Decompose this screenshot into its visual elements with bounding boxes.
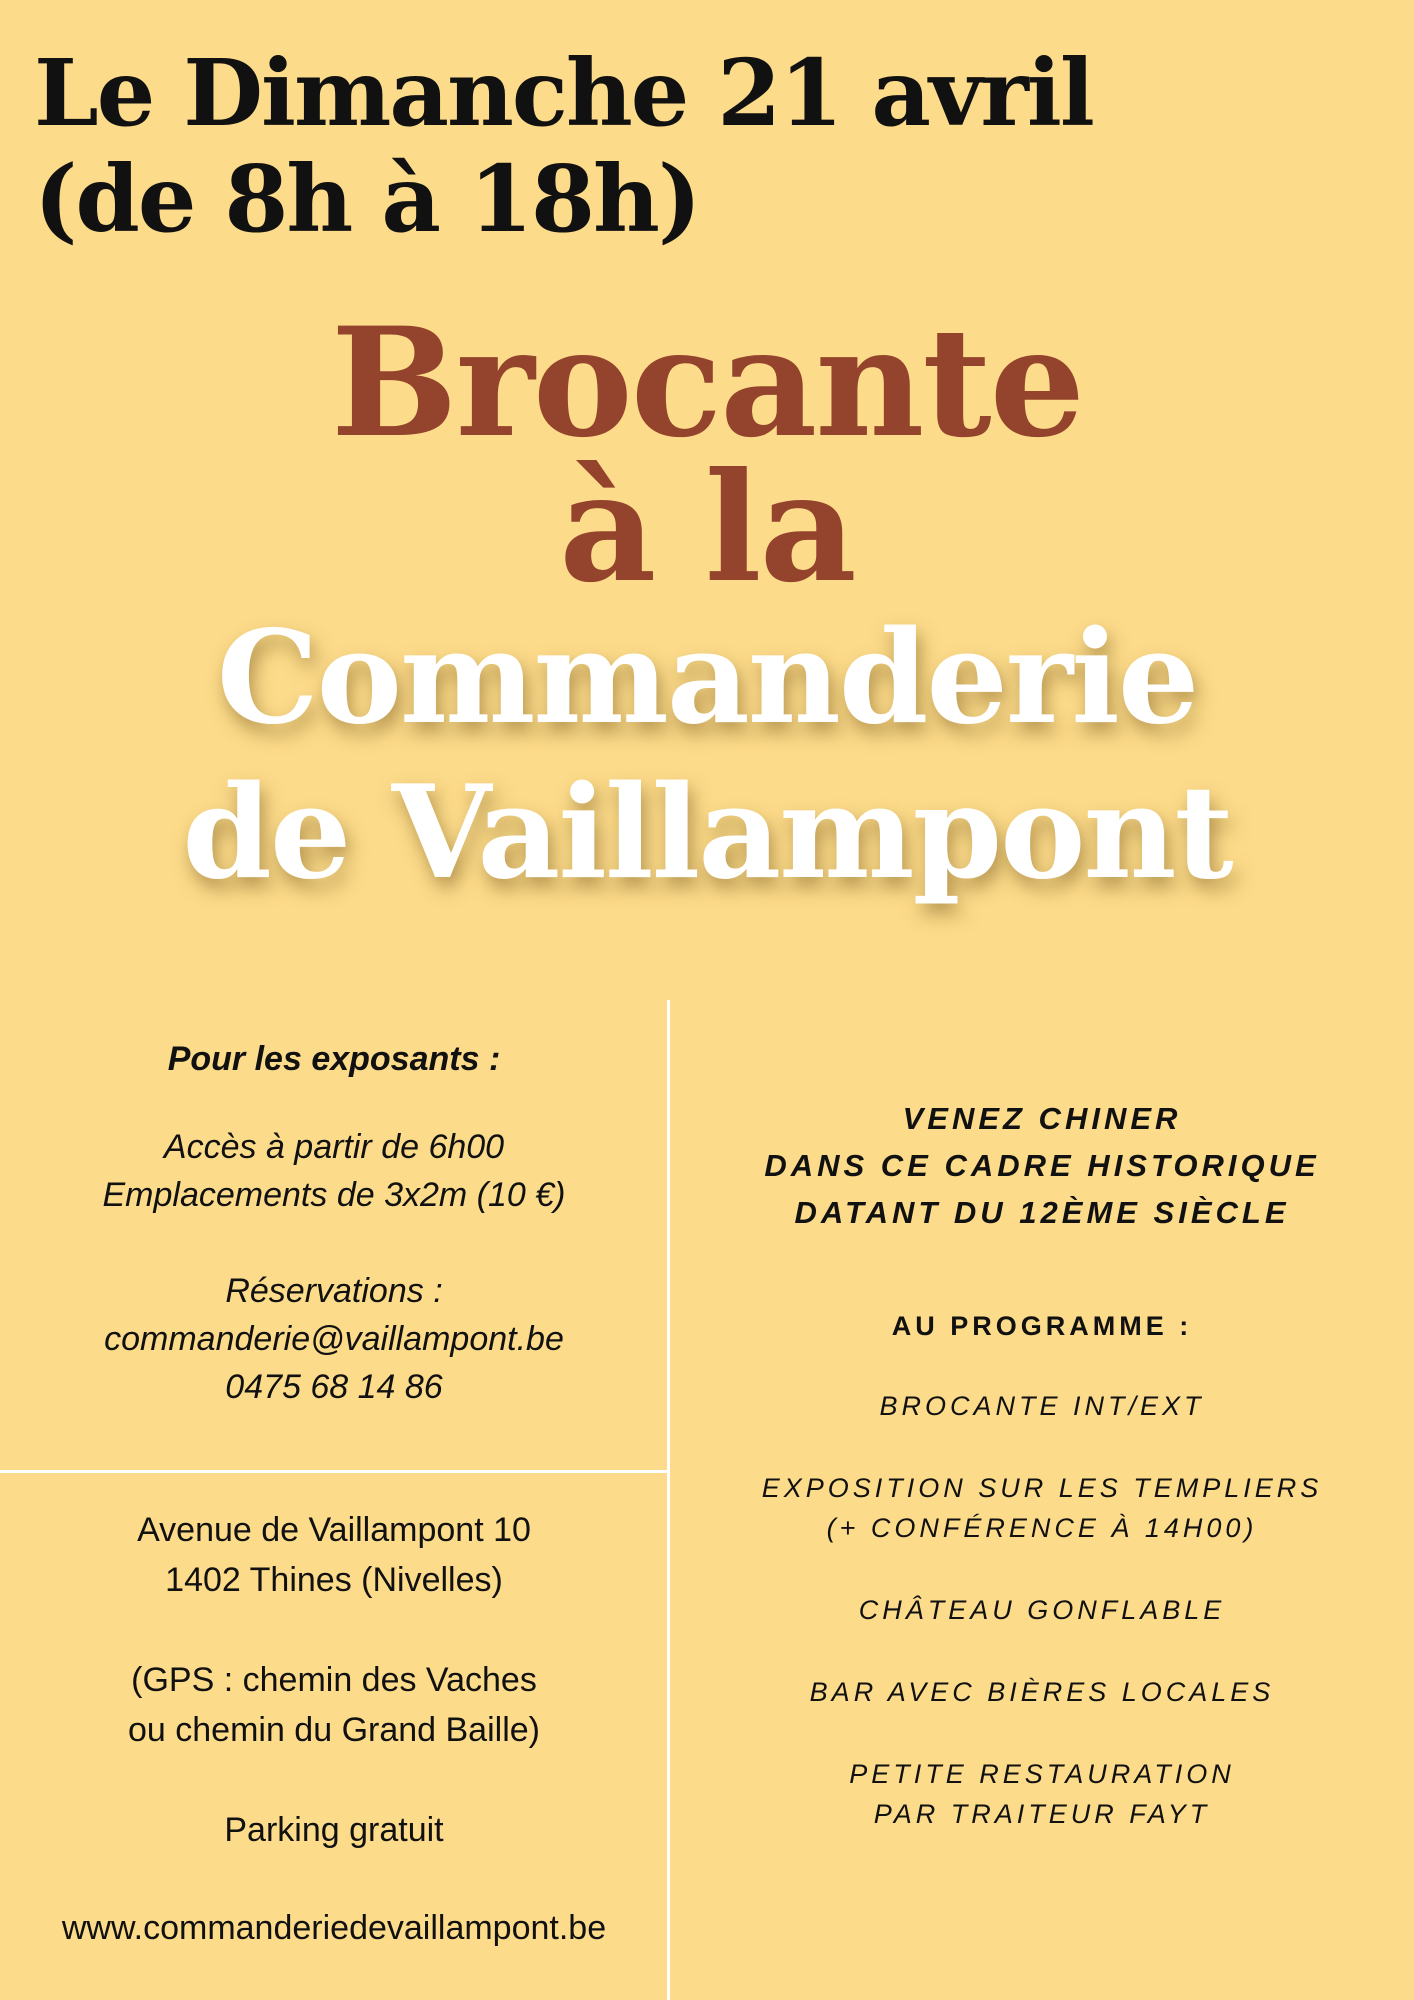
- parking-info: Parking gratuit: [224, 1811, 444, 1849]
- title-brocante: Brocante: [330, 295, 1084, 471]
- horizontal-divider: [0, 1470, 668, 1473]
- exhibitors-info: [0, 1035, 668, 1411]
- event-date-hours: (de 8h à 18h): [34, 145, 700, 253]
- program-item-chateau: CHÂTEAU GONFLABLE: [858, 1595, 1226, 1625]
- reservations-label: Réservations :: [225, 1272, 443, 1310]
- program-list: [670, 1386, 1414, 1834]
- program-column: [670, 1095, 1414, 1876]
- program-item-brocante: BROCANTE INT/EXT: [879, 1391, 1205, 1421]
- tagline-line-2: DANS CE CADRE HISTORIQUE: [764, 1148, 1320, 1183]
- website-link[interactable]: www.commanderiedevaillampont.be: [61, 1909, 607, 1947]
- exhibitors-heading: Pour les exposants :: [167, 1040, 501, 1078]
- program-item-bar: BAR AVEC BIÈRES LOCALES: [809, 1677, 1275, 1707]
- program-item-exposition: EXPOSITION SUR LES TEMPLIERS: [761, 1473, 1323, 1503]
- event-date: [34, 40, 1134, 252]
- program-item: [670, 1672, 1414, 1712]
- address-street: Avenue de Vaillampont 10: [137, 1511, 531, 1549]
- program-item-conference: (+ CONFÉRENCE À 14H00): [826, 1513, 1258, 1543]
- gps-line-1: (GPS : chemin des Vaches: [131, 1661, 537, 1699]
- tagline: [670, 1095, 1414, 1236]
- title-commanderie: Commanderie: [216, 603, 1198, 753]
- program-item-traiteur: PAR TRAITEUR FAYT: [873, 1799, 1211, 1829]
- gps-line-2: ou chemin du Grand Baille): [127, 1711, 540, 1749]
- program-item: [670, 1386, 1414, 1426]
- program-item: [670, 1754, 1414, 1834]
- program-title: AU PROGRAMME :: [891, 1311, 1193, 1341]
- exhibitors-access: Accès à partir de 6h00: [163, 1128, 505, 1166]
- tagline-line-3: DATANT DU 12ÈME SIÈCLE: [794, 1195, 1290, 1230]
- poster-title: [0, 295, 1414, 908]
- reservations-email[interactable]: commanderie@vaillampont.be: [104, 1320, 564, 1358]
- program-item: [670, 1590, 1414, 1630]
- program-item-restauration: PETITE RESTAURATION: [849, 1759, 1235, 1789]
- exhibitors-spots: Emplacements de 3x2m (10 €): [102, 1176, 566, 1214]
- program-item: [670, 1468, 1414, 1548]
- address-city: 1402 Thines (Nivelles): [165, 1561, 503, 1599]
- tagline-line-1: VENEZ CHINER: [902, 1101, 1182, 1136]
- title-a-la: à la: [559, 440, 855, 616]
- reservations-phone[interactable]: 0475 68 14 86: [225, 1368, 443, 1406]
- title-vaillampont: de Vaillampont: [182, 758, 1232, 908]
- event-date-day: Le Dimanche 21 avril: [34, 39, 1093, 147]
- location-info: [0, 1505, 668, 1953]
